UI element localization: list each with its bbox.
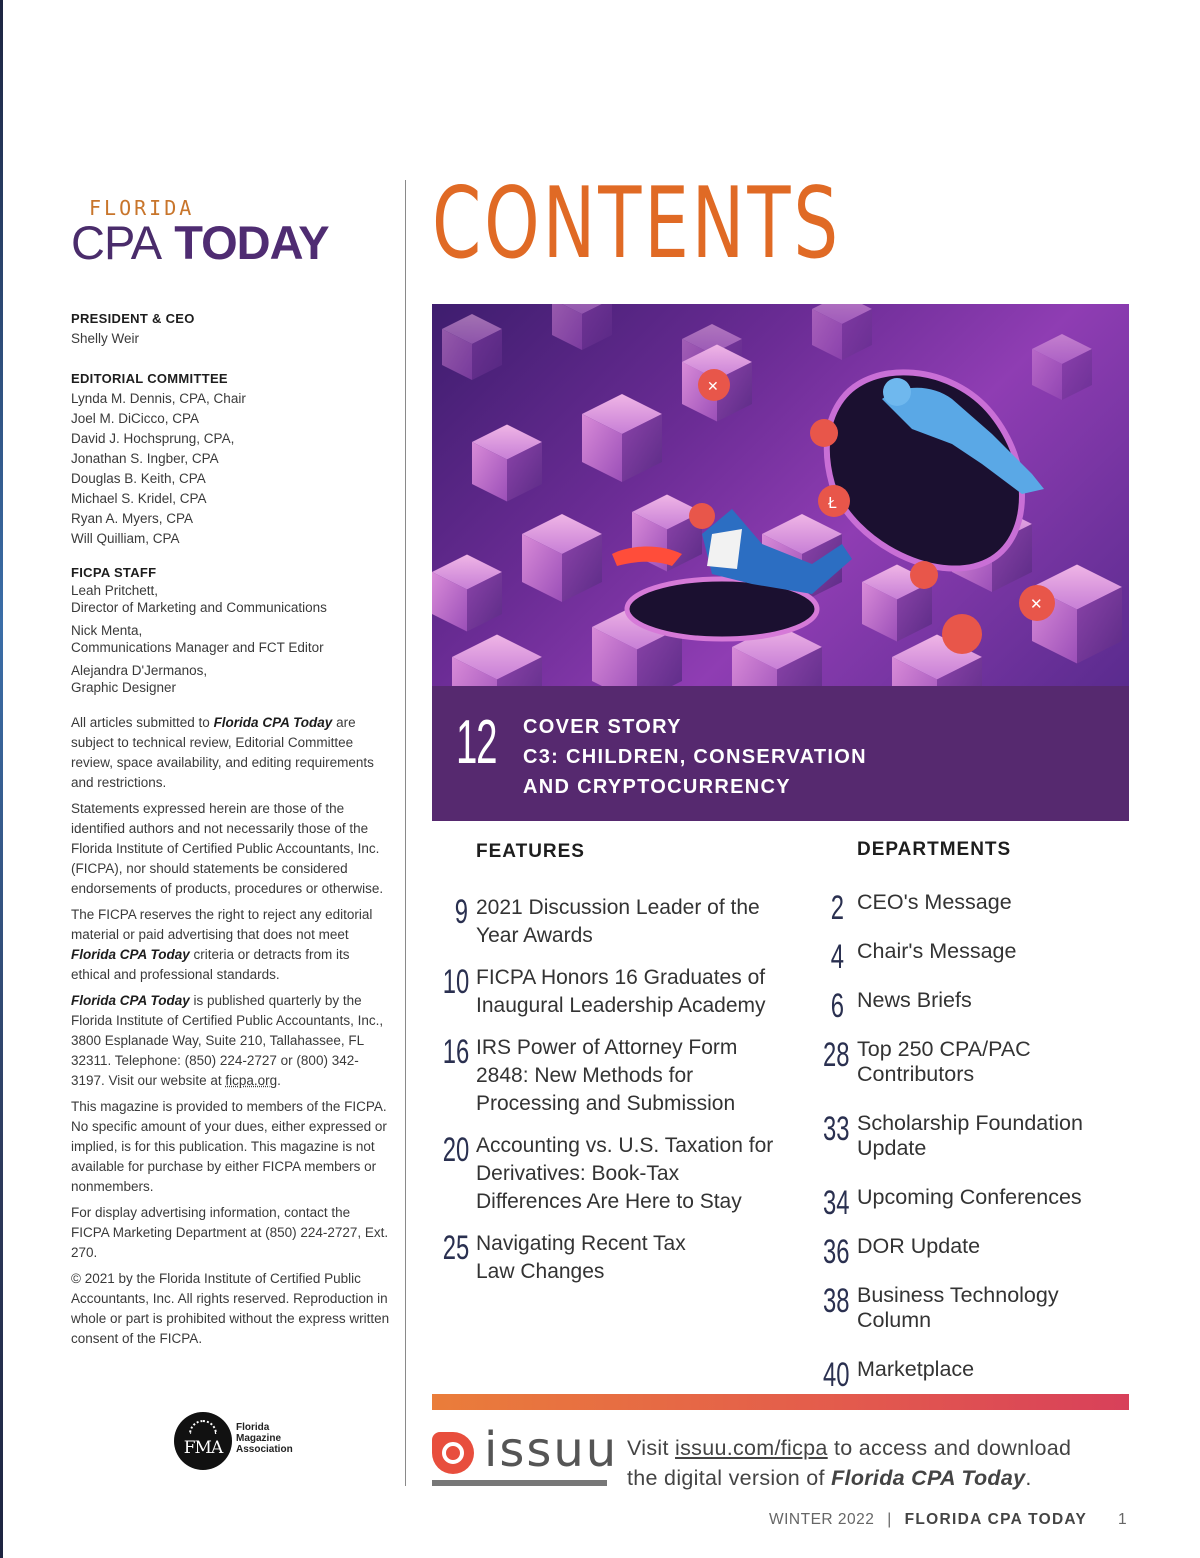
staff-role: Graphic Designer (71, 680, 177, 695)
editorial-member: Lynda M. Dennis, CPA, Chair (71, 391, 246, 406)
editorial-member: Jonathan S. Ingber, CPA (71, 451, 219, 466)
note-advertising: For display advertising information, contact the FICPA Marketing Department at (850) 224-2727, Ext. 270. (71, 1205, 389, 1260)
note-copyright: © 2021 by the Florida Institute of Certified Public Accountants, Inc. All rights reserved. Reproduction in whole or part is prohibited without the express written consent of the FICPA. (71, 1271, 390, 1346)
note-text: criteria or detracts from its ethical and professional standards. (71, 947, 350, 982)
department-item[interactable] (814, 1184, 1134, 1222)
department-item[interactable] (814, 1111, 1134, 1161)
fma-emblem (174, 1412, 232, 1470)
staff-name: Leah Pritchett, (71, 583, 159, 598)
fma-logo (174, 1410, 314, 1474)
department-item[interactable] (814, 1037, 1134, 1087)
fma-word: Florida (236, 1422, 270, 1433)
feature-item[interactable] (432, 1230, 792, 1286)
department-item[interactable] (814, 1283, 1134, 1333)
svg-text:✕: ✕ (707, 379, 719, 395)
president-name: Shelly Weir (71, 331, 140, 346)
feature-title: 2021 Discussion Leader of the Year Awards (476, 896, 760, 947)
feature-item[interactable] (432, 1132, 792, 1216)
editorial-member: Michael S. Kridel, CPA (71, 491, 207, 506)
features-list (432, 838, 792, 1286)
note-text: are subject to technical review, Editorial Committee review, space availability, and editing requirements and restrictions. (71, 715, 374, 790)
department-page-number: 38 (823, 1282, 850, 1320)
promo-text: to access and download (827, 1436, 1072, 1460)
department-page-number: 2 (830, 889, 844, 927)
cover-illustration (432, 304, 1129, 686)
magazine-logo (71, 196, 391, 269)
feature-page-number: 16 (442, 1033, 470, 1071)
editorial-member: Ryan A. Myers, CPA (71, 511, 194, 526)
department-item[interactable] (814, 987, 1134, 1025)
cover-story-page-number: 12 (456, 708, 497, 777)
editorial-heading: EDITORIAL COMMITTEE (71, 371, 228, 386)
department-title: CEO's Message (857, 890, 1012, 914)
department-title: News Briefs (857, 988, 972, 1012)
note-publisher (71, 991, 391, 1091)
staff-section (71, 563, 391, 697)
note-submissions (71, 713, 391, 793)
cover-story-headline: C3: CHILDREN, CONSERVATION (523, 746, 867, 768)
cover-story-title (523, 712, 867, 802)
promo-text: the digital version of (627, 1466, 832, 1490)
feature-item[interactable] (432, 894, 792, 950)
departments-list (814, 836, 1134, 1394)
fma-initials: FMA (183, 1438, 223, 1458)
issuu-link[interactable]: issuu.com/ficpa (675, 1436, 828, 1460)
department-page-number: 33 (823, 1110, 850, 1148)
president-section (71, 309, 391, 349)
cover-illustration-graphic (432, 304, 1129, 686)
department-page-number: 34 (823, 1184, 850, 1222)
staff-member (71, 583, 391, 617)
staff-name: Alejandra D'Jermanos, (71, 663, 208, 678)
masthead-column (71, 196, 391, 1355)
page-folio (769, 1511, 1127, 1529)
feature-page-number: 20 (442, 1131, 470, 1169)
logo-today: TODAY (174, 216, 329, 269)
feature-title: IRS Power of Attorney Form 2848: New Methods for Processing and Submission (476, 1036, 738, 1115)
page-edge-strip (0, 0, 3, 1558)
footer-gradient-bar (432, 1394, 1129, 1410)
department-page-number: 36 (823, 1233, 850, 1271)
issuu-logo[interactable] (432, 1422, 619, 1490)
note-reject (71, 905, 391, 985)
column-divider (405, 180, 406, 1486)
editorial-committee-section (71, 369, 391, 549)
department-title: Chair's Message (857, 939, 1017, 963)
note-text: is published quarterly by the Florida Institute of Certified Public Accountants, Inc., 3800 Esplanade Way, Suite 210, Tallahassee, FL 32311. Telephone: (850) 224-2727 or (800) 342-3197. Visit our website at (71, 993, 384, 1088)
staff-name: Nick Menta, (71, 623, 143, 638)
editorial-member: Douglas B. Keith, CPA (71, 471, 206, 486)
issuu-wordmark: issuu (484, 1422, 619, 1478)
feature-item[interactable] (432, 1034, 792, 1118)
staff-member (71, 663, 391, 697)
department-title: Top 250 CPA/PAC Contributors (857, 1037, 1031, 1086)
feature-page-number: 9 (454, 893, 468, 931)
departments-heading: DEPARTMENTS (857, 839, 1012, 860)
feature-page-number: 10 (442, 963, 470, 1001)
note-text: . (277, 1073, 281, 1088)
note-text: All articles submitted to (71, 715, 214, 730)
department-title: Scholarship Foundation Update (857, 1111, 1083, 1160)
logo-wordmark (71, 216, 391, 269)
issuu-promo-line (627, 1463, 1071, 1493)
svg-text:Ł: Ł (828, 494, 837, 512)
cover-story-headline: AND CRYPTOCURRENCY (523, 776, 791, 798)
feature-title: Navigating Recent Tax Law Changes (476, 1232, 686, 1283)
publication-name: FLORIDA CPA TODAY (904, 1511, 1088, 1528)
svg-text:✕: ✕ (1030, 595, 1043, 613)
department-title: Business Technology Column (857, 1283, 1059, 1332)
sunburst-icon (189, 1420, 217, 1434)
note-publication-name: Florida CPA Today (213, 715, 333, 730)
note-publication-name: Florida CPA Today (71, 947, 190, 962)
cover-story-label: COVER STORY (523, 716, 682, 738)
feature-page-number: 25 (442, 1229, 470, 1267)
note-publication-name: Florida CPA Today (71, 993, 190, 1008)
department-page-number: 4 (830, 938, 844, 976)
logo-florida: FLORIDA (89, 196, 195, 220)
website-link[interactable]: ficpa.org (225, 1073, 278, 1088)
features-heading: FEATURES (476, 841, 585, 862)
department-page-number: 28 (823, 1036, 850, 1074)
feature-title: FICPA Honors 16 Graduates of Inaugural Leadership Academy (476, 966, 766, 1017)
issue-date: WINTER 2022 (769, 1511, 875, 1528)
editorial-member: Will Quilliam, CPA (71, 531, 180, 546)
staff-heading: FICPA STAFF (71, 565, 157, 580)
issuu-icon (432, 1432, 474, 1474)
president-heading: PRESIDENT & CEO (71, 311, 195, 326)
feature-title: Accounting vs. U.S. Taxation for Derivatives: Book-Tax Differences Are Here to Stay (476, 1134, 774, 1213)
staff-member (71, 623, 391, 657)
issuu-promo-line (627, 1433, 1071, 1463)
issuu-promo-text (627, 1433, 1071, 1493)
page-number: 1 (1117, 1511, 1128, 1528)
issuu-underline (432, 1480, 607, 1486)
fma-word: Association (236, 1444, 293, 1455)
department-item[interactable] (814, 1356, 1134, 1394)
department-title: Marketplace (857, 1357, 975, 1381)
promo-text: . (1025, 1466, 1032, 1490)
cover-story-banner[interactable] (432, 686, 1129, 821)
staff-role: Director of Marketing and Communications (71, 600, 327, 615)
promo-publication-name: Florida CPA Today (831, 1466, 1026, 1490)
department-item[interactable] (814, 938, 1134, 976)
logo-cpa: CPA (71, 216, 162, 269)
note-membership: This magazine is provided to members of the FICPA. No specific amount of your dues, either expressed or implied, is for this publication. This magazine is not available for purchase by either FICPA members or nonmembers. (71, 1099, 387, 1194)
note-statements: Statements expressed herein are those of the identified authors and not necessarily those of the Florida Institute of Certified Public Accountants, Inc. (FICPA), nor should statements be considered endorsements of products, procedures or otherwise. (71, 801, 384, 896)
folio-separator: | (887, 1511, 892, 1528)
department-page-number: 6 (830, 987, 844, 1025)
fma-word: Magazine (236, 1433, 282, 1444)
contents-title: CONTENTS (432, 167, 841, 281)
editorial-member: Joel M. DiCicco, CPA (71, 411, 200, 426)
department-title: DOR Update (857, 1234, 981, 1258)
staff-role: Communications Manager and FCT Editor (71, 640, 324, 655)
feature-item[interactable] (432, 964, 792, 1020)
department-item[interactable] (814, 1233, 1134, 1271)
promo-text: Visit (627, 1436, 676, 1460)
fma-name (236, 1422, 293, 1455)
editorial-member: David J. Hochsprung, CPA, (71, 431, 235, 446)
department-page-number: 40 (823, 1356, 850, 1394)
department-item[interactable] (814, 889, 1134, 927)
note-text: The FICPA reserves the right to reject any editorial material or paid advertising that does not meet (71, 907, 373, 942)
department-title: Upcoming Conferences (857, 1185, 1082, 1209)
